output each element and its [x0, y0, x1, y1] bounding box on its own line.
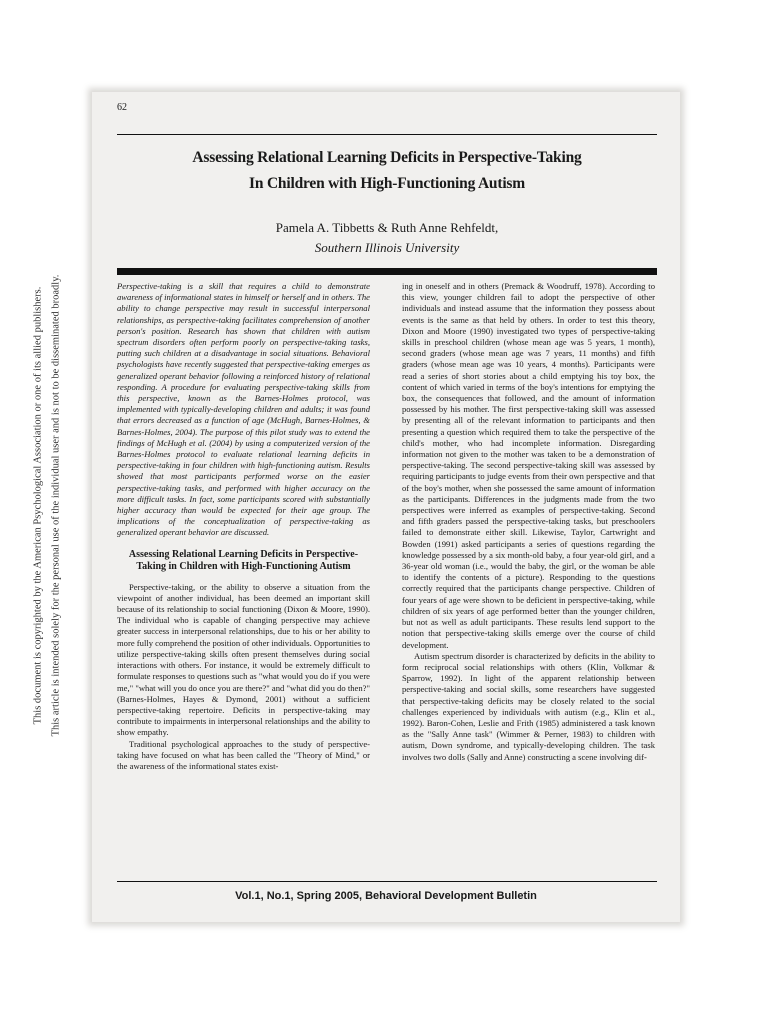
page-number: 62: [117, 102, 127, 113]
journal-page: [92, 92, 680, 922]
abstract: Perspective-taking is a skill that requires a child to demonstrate awareness of informational states in himself or herself and in others. The ability to change perspective may result in successful interpersonal relationships, as perspective-taking facilitates comprehension of another person's position. Research has shown that children with autism spectrum disorders often perform poorly on perspective-taking tasks, putting such children at a disadvantage in social situations. Behavioral psychologists have recently suggested that perspective-taking emerges as generalized operant behavior following a reinforced history of relational responding. A procedure for evaluating perspective-taking skills from this perspective, known as the Barnes-Holmes protocol, was implemented with typically-developing children and adults; it was found that errors decreased as a function of age (McHugh, Barnes-Holmes, & Barnes-Holmes, 2004). The purpose of this pilot study was to extend the findings of McHugh et al. (2004) by using a computerized version of the Barnes-Holmes protocol to evaluate relational learning deficits in perspective-taking in four children with high-functioning autism. Results showed that most participants performed worse on the easier perspective-taking tasks, and performed with higher accuracy on the more difficult tasks. In fact, some participants scored with substantially higher accuracy than would be expected for their age group. The implications of the conceptualization of perspective-taking as generalized operant behavior are discussed.: [117, 281, 370, 538]
journal-footer: Vol.1, No.1, Spring 2005, Behavioral Development Bulletin: [235, 890, 537, 902]
body-paragraph: Perspective-taking, or the ability to observe a situation from the viewpoint of another individual, has been deemed an important skill because of its relationship to social functioning (Dixon & Moore, 1990). The individual who is capable of changing perspective may achieve greater success in interpersonal relationships, due to his or her ability to more fully comprehend the position of other individuals. Opportunities to utilize perspective-taking skills often present themselves during social interactions with others. For instance, it would be extremely difficult to formulate responses to questions such as "what would you do if you were me," "what will you do once you are there?" and "what did you do then?" (Barnes-Holmes, Hayes & Dymond, 2001) without a sufficient perspective-taking repertoire. Deficits in perspective-taking may contribute to impairments in interpersonal relationships and the ability to show empathy.: [117, 581, 370, 738]
section-heading: Assessing Relational Learning Deficits in Perspective-Taking in Children with High-Functioning Autism: [128, 548, 359, 573]
footer-rule: [117, 881, 657, 882]
copyright-notice: [0, 0, 60, 1024]
author-affiliation: Southern Illinois University: [314, 240, 460, 255]
title-divider-bar: [117, 268, 657, 275]
body-paragraph: ing in oneself and in others (Premack & Woodruff, 1978). According to this view, younger children fail to adopt the perspective of other individuals and instead assume that the information they possess about events is the same as that held by others. In order to test this theory, Dixon and Moore (1990) investigated two types of perspective-taking skills in preschool children (whose mean age was 5 years, 1 month), second graders (whose mean age was 7 years, 11 months) and fifth graders (whose mean age was 10 years, 4 months). Participants were read a series of short stories about a child emptying his toy box, the content of which varied in terms of the boy's intentions for emptying the box, the consequences that followed, and the amount of information possessed by his mother. The first perspective-taking skill was assessed by presenting all of the relevant information to participants and then presenting a question which required them to take the perspective of the child's mother, who had incomplete information. Disregarding information not given to the mother was taken to be a demonstration of perspective-taking. The second perspective-taking skill was assessed by requiring participants to judge events from their own perspective and that of the boy's mother, when she possessed the same amount of information as the participants. Differences in the judgments made from the two perspectives were inferred as examples of perspective-taking. Second and fifth graders passed the perspective-taking tasks, but preschoolers failed to demonstrate either skill. Likewise, Taylor, Cartwright and Bowden (1991) asked participants a series of questions regarding the knowledge possessed by a six month-old baby, a four year-old girl, and a 36-year old woman (i.e., would the baby, the girl, or the woman be able to identify the contents of a picture). Responding to the questions correctly required that the participants change perspective. Children of four years of age were shown to be deficient in perspective-taking, while children of six years of age performed better than the younger children, but not as well as adult participants. These results lend support to the notion that perspective-taking skills emerge over the course of child development.: [402, 281, 655, 650]
article-title-line-2: In Children with High-Functioning Autism: [249, 175, 525, 192]
left-column: [117, 281, 370, 772]
header-rule: [117, 134, 657, 135]
copyright-notice-line-2: This article is intended solely for the personal use of the individual user and is not to be disseminated broadly.: [50, 274, 62, 737]
right-column: [402, 281, 655, 763]
article-authors: Pamela A. Tibbetts & Ruth Anne Rehfeldt,: [275, 220, 499, 235]
body-paragraph: Traditional psychological approaches to the study of perspective-taking have focused on what has been called the "Theory of Mind," or the awareness of the informational states exist-: [117, 738, 370, 771]
body-paragraph: Autism spectrum disorder is characterized by deficits in the ability to form reciprocal social relationships with others (Klin, Volkmar & Sparrow, 1992). In light of the apparent relationship between perspective-taking and social skills, some researchers have suggested that perspective-taking deficits may be closely related to the social challenges experienced by individuals with autism (e.g., Klin et al., 1992). Baron-Cohen, Leslie and Frith (1985) administered a task known as the "Sally Anne task" (Wimmer & Perner, 1983) to children with autism, Down syndrome, and typically-developing children. The task involves two dolls (Sally and Anne) constructing a scene involving dif-: [402, 650, 655, 762]
copyright-notice-line-1: This document is copyrighted by the American Psychological Association or one of its allied publishers.: [32, 286, 44, 725]
article-title-line-1: Assessing Relational Learning Deficits in Perspective-Taking: [192, 149, 582, 166]
